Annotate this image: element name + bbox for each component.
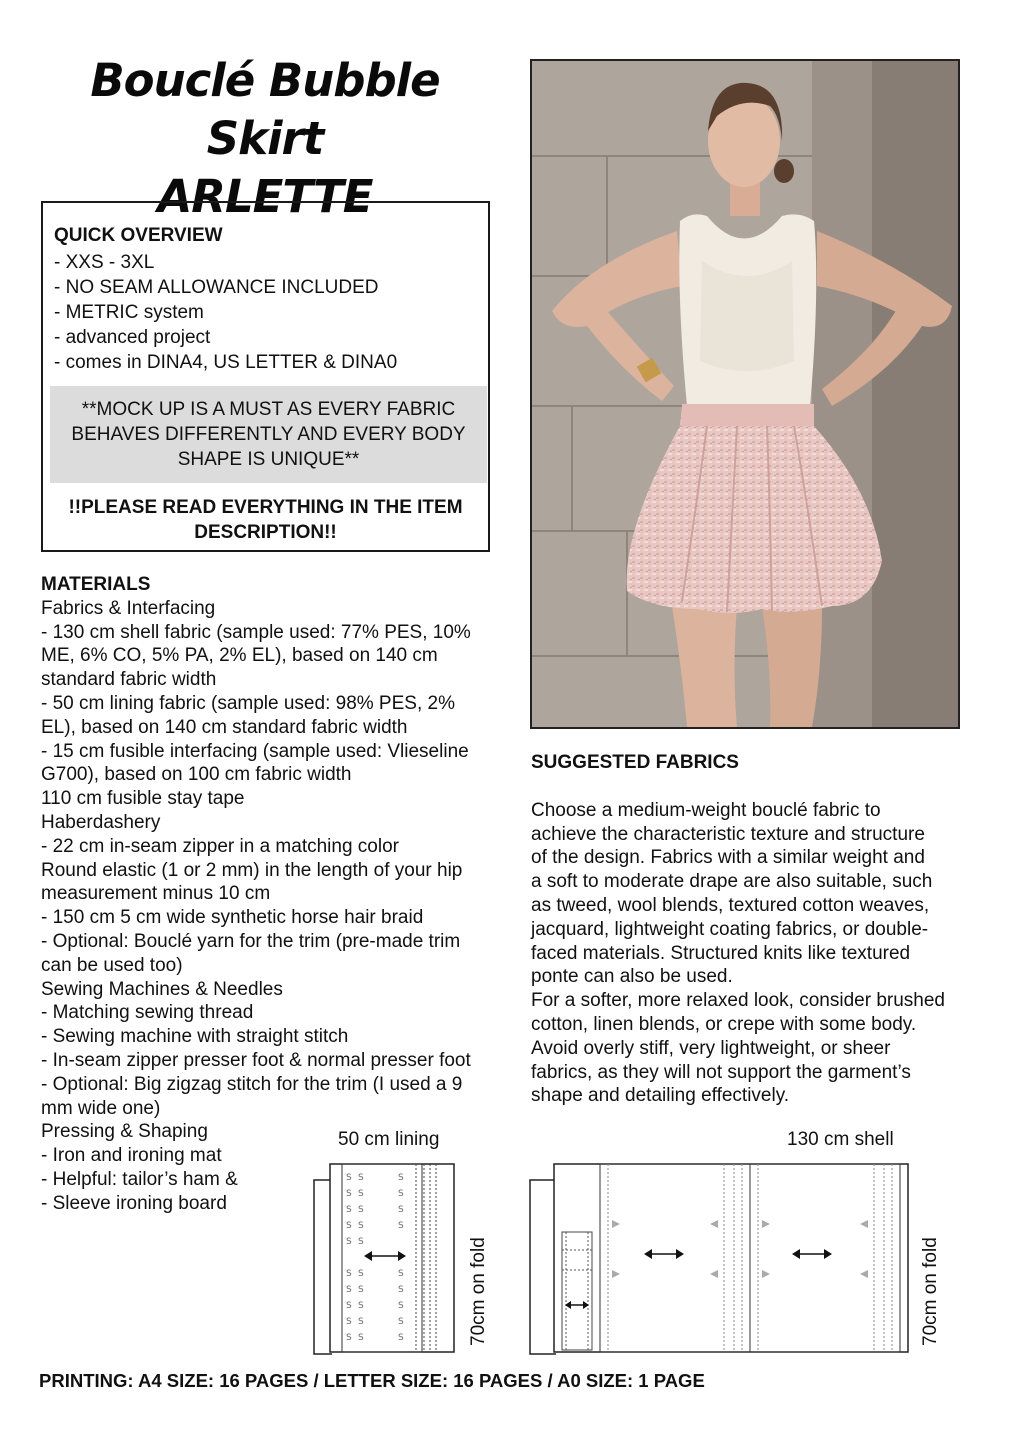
title-line-2: ARLETTE [157,170,373,223]
svg-text:S: S [346,1205,352,1215]
fabrics-line: jacquard, lightweight coating fabrics, or double- [531,918,929,940]
fabrics-line: Choose a medium-weight bouclé fabric to [531,799,881,821]
materials-line: - Sleeve ironing board [41,1192,227,1214]
svg-text:S: S [346,1173,352,1183]
fabrics-line: cotton, linen blends, or crepe with some body. [531,1013,917,1035]
overview-list [54,250,397,375]
svg-text:S: S [346,1317,352,1327]
shell-caption: 130 cm shell [787,1129,894,1150]
svg-text:S: S [358,1301,364,1311]
svg-text:S: S [398,1285,404,1295]
shell-layout-diagram [528,1160,912,1356]
document-title [30,52,500,226]
svg-text:S: S [358,1269,364,1279]
svg-text:S: S [346,1333,352,1343]
svg-text:S: S [346,1269,352,1279]
materials-line: measurement minus 10 cm [41,883,271,905]
svg-text:S: S [358,1189,364,1199]
svg-text:S: S [358,1317,364,1327]
lining-caption: 50 cm lining [338,1129,440,1150]
materials-line: - Iron and ironing mat [41,1145,222,1167]
svg-text:S: S [358,1221,364,1231]
overview-item: - METRIC system [54,302,204,323]
product-photo [530,59,960,729]
mockup-line: BEHAVES DIFFERENTLY AND EVERY BODY [71,424,466,445]
materials-line: - Optional: Big zigzag stitch for the trim (I used a 9 [41,1073,463,1095]
svg-text:S: S [398,1301,404,1311]
materials-line: - In-seam zipper presser foot & normal presser foot [41,1049,471,1071]
overview-item: - comes in DINA4, US LETTER & DINA0 [54,352,398,373]
materials-line: 110 cm fusible stay tape [41,788,245,810]
fabrics-line: faced materials. Structured knits like textured [531,942,911,964]
materials-line: - Helpful: tailor’s ham & [41,1168,238,1190]
svg-text:S: S [398,1173,404,1183]
materials-section [41,573,501,1216]
materials-line: - Matching sewing thread [41,1002,254,1024]
fabrics-line: achieve the characteristic texture and structure [531,823,925,845]
title-line-1: Bouclé Bubble Skirt [90,54,440,165]
svg-text:S: S [398,1333,404,1343]
fabrics-line: ponte can also be used. [531,966,733,988]
materials-line: - 150 cm 5 cm wide synthetic horse hair braid [41,907,424,929]
svg-text:S: S [346,1221,352,1231]
materials-line: can be used too) [41,954,183,976]
svg-text:S: S [398,1189,404,1199]
suggested-fabrics-section [531,751,971,1108]
materials-line: - Optional: Bouclé yarn for the trim (pre-made trim [41,930,461,952]
overview-item: - NO SEAM ALLOWANCE INCLUDED [54,277,379,298]
fabrics-line: a soft to moderate drape are also suitable, such [531,871,933,893]
overview-heading: QUICK OVERVIEW [54,225,223,246]
materials-line: G700), based on 100 cm fabric width [41,764,352,786]
svg-text:S: S [346,1189,352,1199]
materials-line: Round elastic (1 or 2 mm) in the length of your hip [41,859,463,881]
svg-text:S: S [346,1301,352,1311]
svg-text:S: S [358,1205,364,1215]
materials-line: Sewing Machines & Needles [41,978,283,1000]
fabrics-line: of the design. Fabrics with a similar weight and [531,847,925,869]
materials-line: - 15 cm fusible interfacing (sample used: Vlieseline [41,740,469,762]
lining-fold-label: 70cm on fold [468,1237,489,1346]
overview-item: - advanced project [54,327,211,348]
svg-text:S: S [358,1237,364,1247]
fabrics-line: fabrics, as they will not support the garment’s [531,1061,911,1083]
read-description-note [43,495,488,545]
svg-text:S: S [398,1317,404,1327]
svg-text:S: S [358,1173,364,1183]
materials-line: - Sewing machine with straight stitch [41,1026,349,1048]
materials-line: - 22 cm in-seam zipper in a matching color [41,835,399,857]
fabrics-line: shape and detailing effectively. [531,1085,790,1107]
lining-layout-diagram [312,1160,462,1356]
svg-text:S: S [358,1333,364,1343]
materials-line: Haberdashery [41,811,161,833]
suggested-fabrics-heading: SUGGESTED FABRICS [531,752,739,773]
mockup-warning [50,386,487,483]
materials-line: mm wide one) [41,1097,161,1119]
mockup-line: SHAPE IS UNIQUE** [177,449,360,470]
fabrics-line: Avoid overly stiff, very lightweight, or sheer [531,1037,891,1059]
svg-text:S: S [358,1285,364,1295]
model-illustration [532,61,958,727]
overview-item: - XXS - 3XL [54,252,155,273]
materials-line: - 130 cm shell fabric (sample used: 77% PES, 10% [41,621,471,643]
fabrics-line: as tweed, wool blends, textured cotton weaves, [531,894,930,916]
svg-text:S: S [398,1205,404,1215]
mockup-line: **MOCK UP IS A MUST AS EVERY FABRIC [81,399,456,420]
fabrics-paragraph-1 [531,799,971,989]
materials-line: EL), based on 140 cm standard fabric width [41,716,408,738]
svg-text:S: S [398,1221,404,1231]
read-note-line: !!PLEASE READ EVERYTHING IN THE ITEM [68,497,463,518]
materials-line: - 50 cm lining fabric (sample used: 98% PES, 2% [41,692,455,714]
svg-text:S: S [346,1285,352,1295]
fabrics-line: For a softer, more relaxed look, consider brushed [531,990,945,1012]
fabrics-paragraph-2 [531,989,971,1108]
shell-fold-label: 70cm on fold [920,1237,941,1346]
quick-overview-box [41,201,490,552]
materials-line: ME, 6% CO, 5% PA, 2% EL), based on 140 cm [41,645,438,667]
materials-line: Pressing & Shaping [41,1121,208,1143]
printing-info: PRINTING: A4 SIZE: 16 PAGES / LETTER SIZE: 16 PAGES / A0 SIZE: 1 PAGE [39,1370,705,1391]
svg-text:S: S [346,1237,352,1247]
materials-line: Fabrics & Interfacing [41,597,216,619]
svg-text:S: S [398,1269,404,1279]
materials-heading: MATERIALS [41,574,151,595]
materials-line: standard fabric width [41,669,217,691]
read-note-line: DESCRIPTION!! [194,522,337,543]
